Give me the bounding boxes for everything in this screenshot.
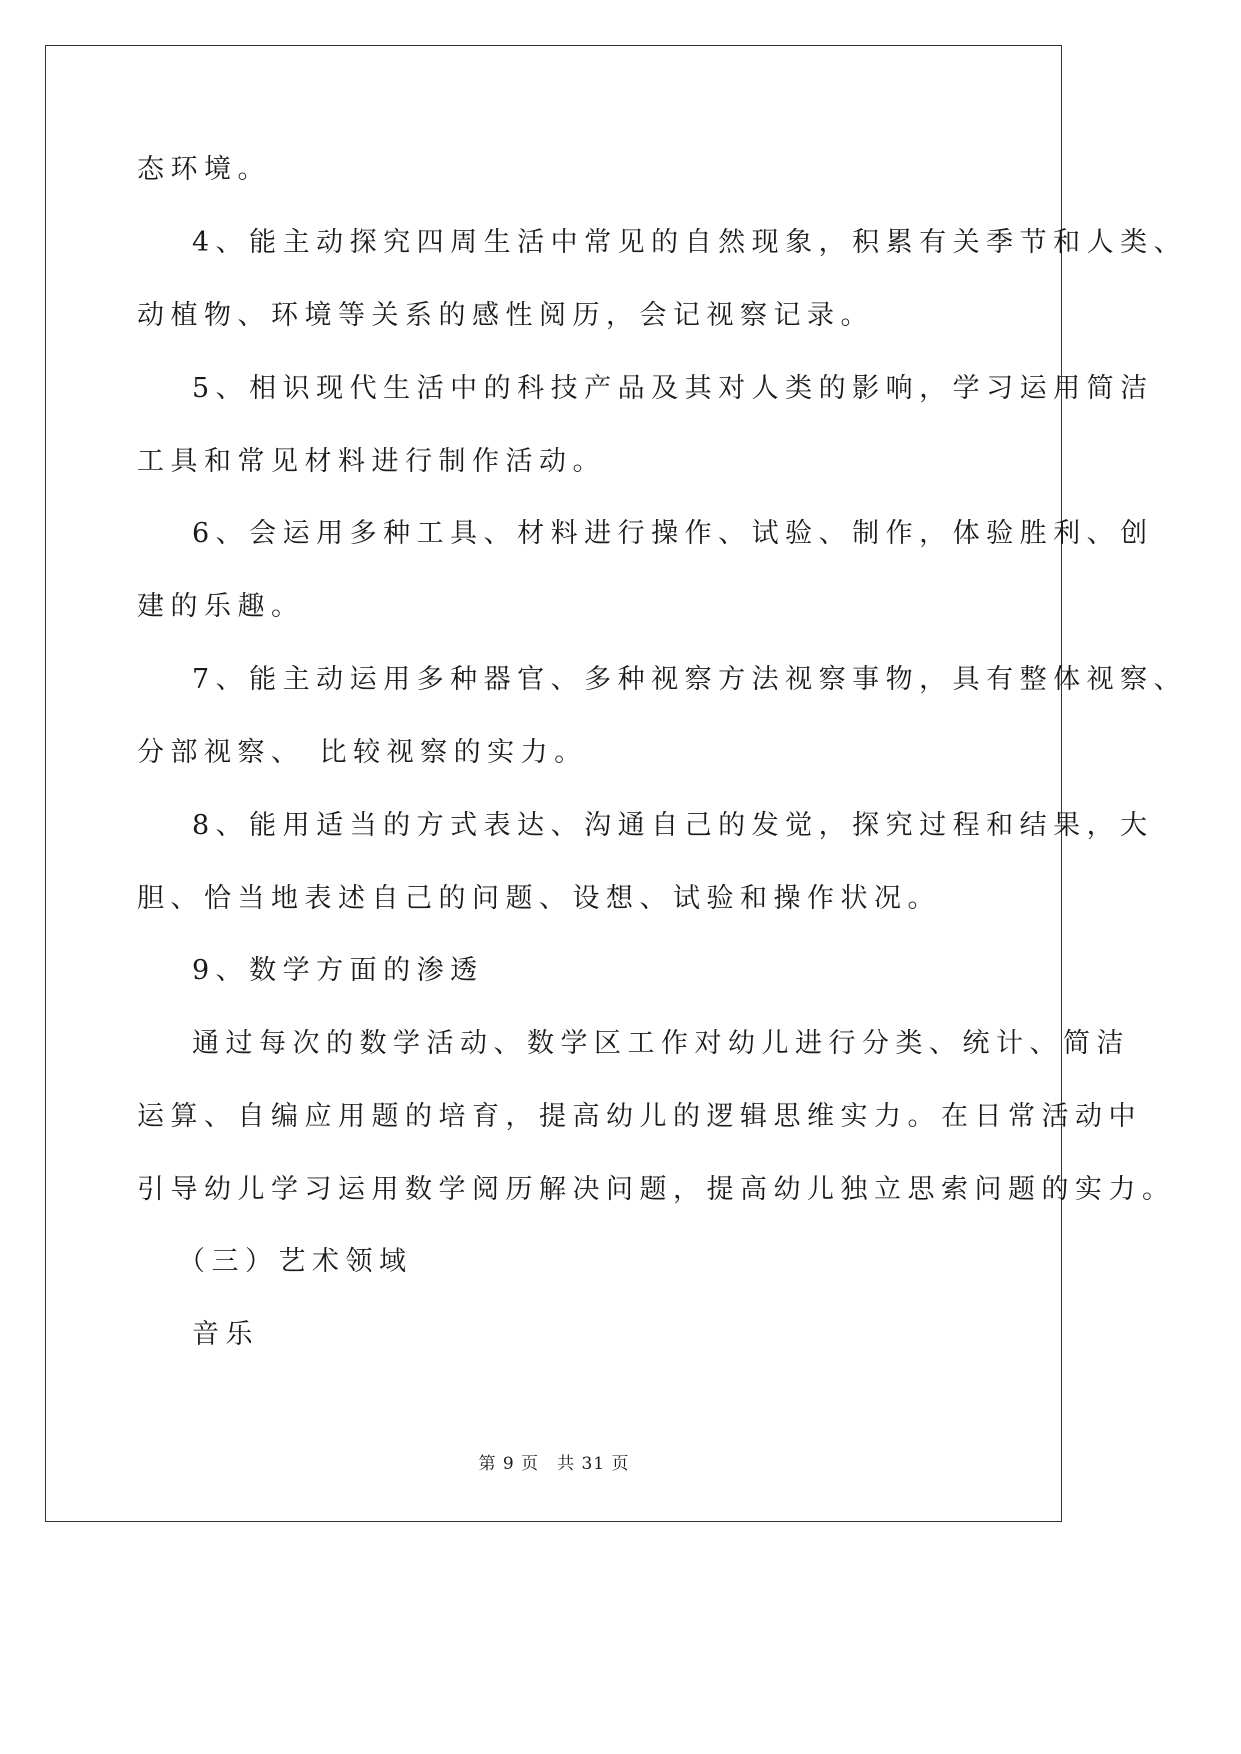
paragraph-line: 5、相识现代生活中的科技产品及其对人类的影响，学习运用简洁 bbox=[192, 373, 1154, 404]
paragraph-line: 通过每次的数学活动、数学区工作对幼儿进行分类、统计、简洁 bbox=[192, 1028, 1130, 1059]
paragraph-line: 8、能用适当的方式表达、沟通自己的发觉，探究过程和结果，大 bbox=[192, 810, 1154, 841]
section-heading: （三）艺术领域 bbox=[178, 1246, 413, 1277]
page-footer bbox=[0, 1453, 1108, 1475]
paragraph-line: 分部视察、 比较视察的实力。 bbox=[137, 737, 588, 768]
paragraph-line: 9、数学方面的渗透 bbox=[192, 955, 484, 986]
paragraph-line: 态环境。 bbox=[137, 154, 271, 185]
paragraph-line: 4、能主动探究四周生活中常见的自然现象，积累有关季节和人类、 bbox=[192, 227, 1188, 258]
subsection-heading: 音乐 bbox=[192, 1319, 259, 1350]
page-number: 第 9 页 bbox=[478, 1454, 540, 1474]
paragraph-line: 7、能主动运用多种器官、多种视察方法视察事物，具有整体视察、 bbox=[192, 664, 1188, 695]
paragraph-line: 建的乐趣。 bbox=[137, 591, 305, 622]
paragraph-line: 胆、恰当地表述自己的问题、设想、试验和操作状况。 bbox=[137, 883, 941, 914]
paragraph-line: 6、会运用多种工具、材料进行操作、试验、制作，体验胜利、创 bbox=[192, 518, 1154, 549]
page-total: 共 31 页 bbox=[557, 1454, 630, 1474]
paragraph-line: 引导幼儿学习运用数学阅历解决问题，提高幼儿独立思索问题的实力。 bbox=[137, 1174, 1176, 1205]
page-border bbox=[45, 45, 1062, 1522]
paragraph-line: 运算、自编应用题的培育，提高幼儿的逻辑思维实力。在日常活动中 bbox=[137, 1101, 1142, 1132]
paragraph-line: 动植物、环境等关系的感性阅历，会记视察记录。 bbox=[137, 300, 874, 331]
paragraph-line: 工具和常见材料进行制作活动。 bbox=[137, 446, 606, 477]
